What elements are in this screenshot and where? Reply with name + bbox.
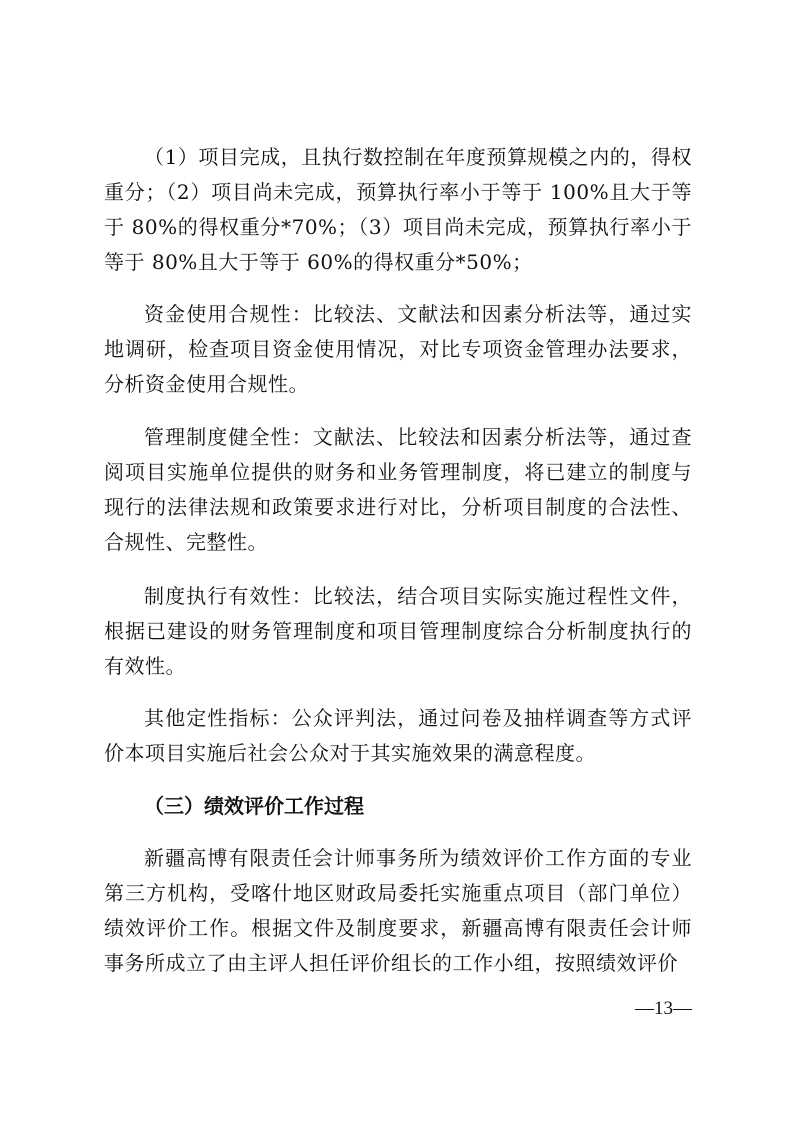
section-heading: （三）绩效评价工作过程 bbox=[144, 794, 364, 818]
page-number: —13— bbox=[635, 998, 692, 1019]
paragraph-management-system: 管理制度健全性：文献法、比较法和因素分析法等，通过查阅项目实施单位提供的财务和业务管理制度，将已建立的制度与现行的法律法规和政策要求进行对比，分析项目制度的合法性、合规性、完整性。 bbox=[104, 425, 692, 554]
paragraph-other-indicators: 其他定性指标：公众评判法，通过问卷及抽样调查等方式评价本项目实施后社会公众对于其实施效果的满意程度。 bbox=[104, 706, 692, 765]
paragraph-fund-compliance: 资金使用合规性：比较法、文献法和因素分析法等，通过实地调研，检查项目资金使用情况，对比专项资金管理办法要求，分析资金使用合规性。 bbox=[104, 302, 692, 396]
paragraph-evaluation-process: 新疆高博有限责任会计师事务所为绩效评价工作方面的专业第三方机构，受喀什地区财政局委托实施重点项目（部门单位）绩效评价工作。根据文件及制度要求，新疆高博有限责任会计师事务所成立了由主评人担任评价组长的工作小组，按照绩效评价 bbox=[104, 846, 692, 975]
paragraph-scoring-criteria: （1）项目完成，且执行数控制在年度预算规模之内的，得权重分；（2）项目尚未完成，预算执行率小于等于 100%且大于等于 80%的得权重分*70%；（3）项目尚未完成，预算执行率小于等于 80%且大于等于 60%的得权重分*50%； bbox=[104, 145, 692, 274]
paragraph-system-execution: 制度执行有效性：比较法，结合项目实际实施过程性文件，根据已建设的财务管理制度和项目管理制度综合分析制度执行的有效性。 bbox=[104, 584, 692, 678]
